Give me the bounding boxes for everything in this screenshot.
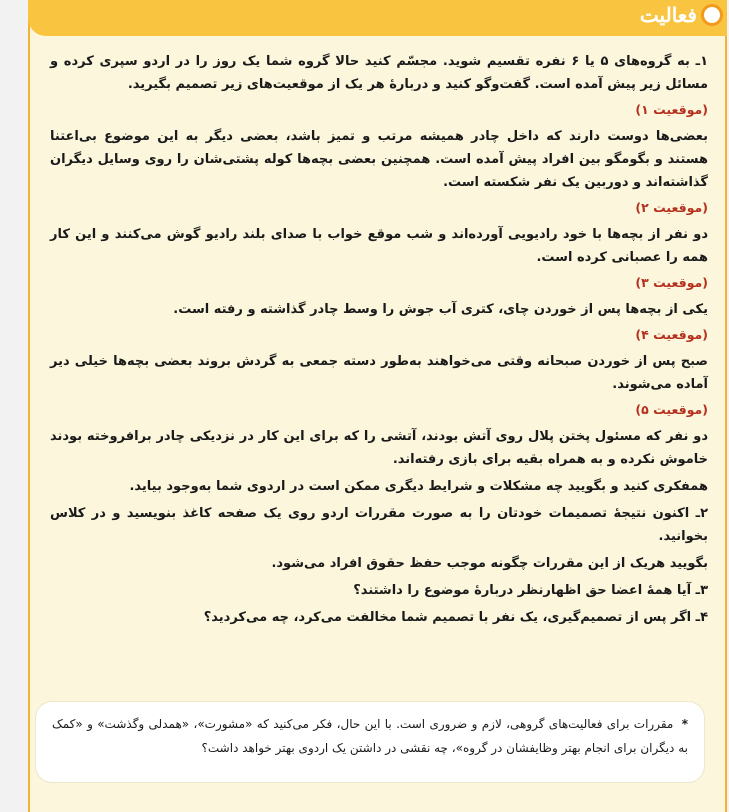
situation-2-text: دو نفر از بچه‌ها با خود رادیویی آورده‌اند و شب موقع خواب با صدای بلند رادیو گوش می‌کنند و این کار همه را عصبانی کرده است.: [50, 227, 708, 265]
followup-question-4: ۴ـ اگر پس از تصمیم‌گیری، یک نفر با تصمیم شما مخالفت می‌کرد، چه می‌کردید؟: [203, 610, 708, 625]
followup-discuss: همفکری کنید و بگویید چه مشکلات و شرایط دیگری ممکن است در اردوی شما به‌وجود بیاید.: [129, 479, 708, 494]
situation-5-title: (موقعیت ۵): [635, 402, 708, 417]
situation-3-text: یکی از بچه‌ها پس از خوردن چای، کتری آب جوش را وسط چادر گذاشته و رفته است.: [173, 302, 708, 317]
header-bullet-icon: [701, 4, 723, 26]
followup-rights: بگویید هریک از این مقررات چگونه موجب حفظ حقوق افراد می‌شود.: [271, 556, 708, 571]
note-text: مقررات برای فعالیت‌های گروهی، لازم و ضروری است. با این حال، فکر می‌کنید که «مشورت»، «همدلی وگذشت» و «کمک به دیگران برای انجام بهتر وظایفشان در گروه»، چه نقشی در داشتن یک اردوی بهتر خواهد داشت؟: [52, 717, 688, 755]
situation-4-text: صبح پس از خوردن صبحانه وقتی می‌خواهند به‌طور دسته جمعی به گردش بروند بعضی بچه‌ها خیلی دیر آماده می‌شوند.: [50, 354, 708, 392]
note-text-container: [52, 712, 688, 760]
note-box: [36, 702, 704, 782]
intro-paragraph: ۱ـ به گروه‌های ۵ یا ۶ نفره تقسیم شوید. مجسّم کنید حالا گروه شما یک روز را در اردو سپری کرده و مسائل زیر پیش آمده است. گفت‌وگو کنید و دربارهٔ هر یک از موقعیت‌های زیر تصمیم بگیرید.: [50, 54, 708, 92]
followup-question-2: ۲ـ اکنون نتیجهٔ تصمیمات خودتان را به صورت مقررات اردو روی یک صفحه کاغذ بنویسید و در کلاس بخوانید.: [50, 506, 708, 544]
activity-header: [28, 0, 727, 36]
situation-4-title: (موقعیت ۴): [635, 327, 708, 342]
situation-3-title: (موقعیت ۳): [635, 275, 708, 290]
situation-1-title: (موقعیت ۱): [635, 102, 708, 117]
situation-2-title: (موقعیت ۲): [635, 200, 708, 215]
followup-question-3: ۳ـ آیا همهٔ اعضا حق اظهارنظر دربارهٔ موضوع را داشتند؟: [353, 583, 708, 598]
situation-1-text: بعضی‌ها دوست دارند که داخل چادر همیشه مرتب و تمیز باشد، بعضی دیگر به این موضوع بی‌اعتنا هستند و بگومگو بین افراد پیش آمده است. همچنین بعضی بچه‌ها کوله پشتی‌شان را روی وسایل دیگران گذاشته‌اند و دوربین یک نفر شکسته است.: [50, 129, 708, 190]
activity-content: [50, 50, 708, 629]
situation-5-text: دو نفر که مسئول پختن پلال روی آتش بودند، آتشی را که برای این کار در نزدیکی چادر برافروخته بودند خاموش نکرده و به همراه بقیه برای بازی رفته‌اند.: [50, 429, 708, 467]
header-title: فعالیت: [639, 3, 697, 27]
star-icon: *: [681, 717, 688, 731]
